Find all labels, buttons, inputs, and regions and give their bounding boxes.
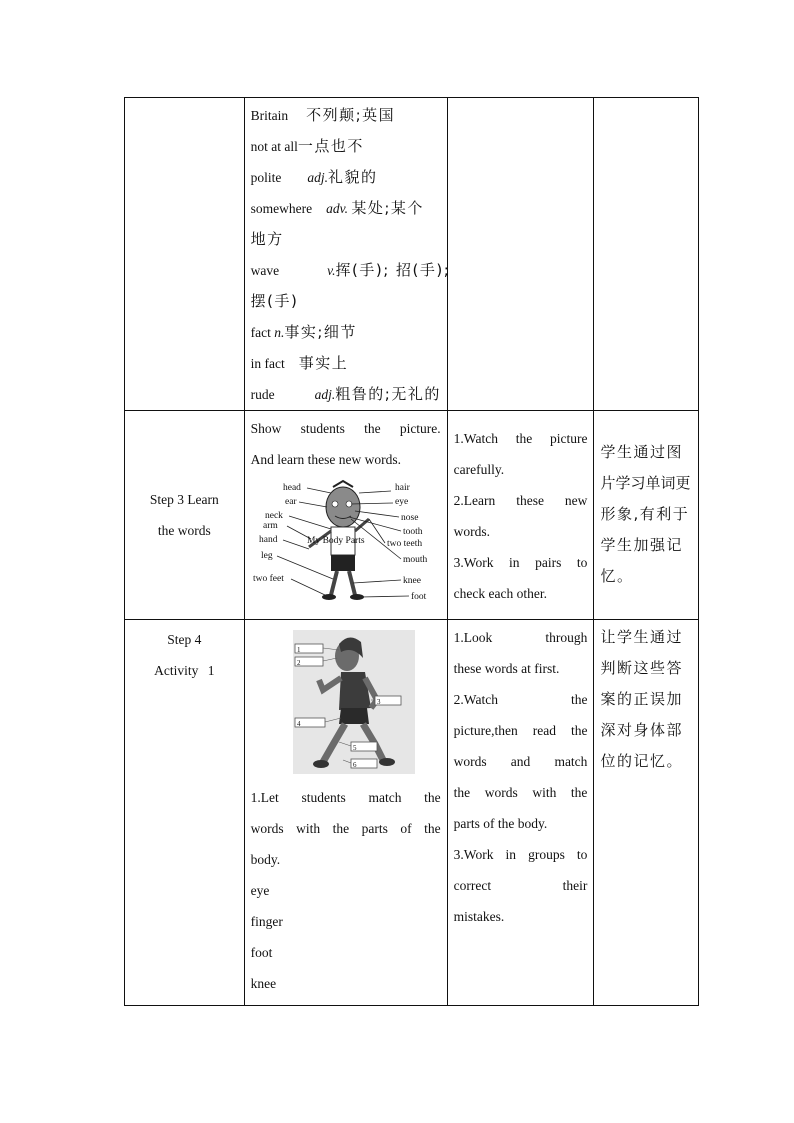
box-number-2: 2	[296, 659, 301, 667]
vocab-item-cont: 地方	[250, 230, 284, 248]
step-cell-empty	[125, 98, 245, 411]
box-number-6: 6	[352, 761, 357, 769]
label-foot: foot	[410, 592, 426, 602]
purpose-line: 深对身体部	[600, 721, 683, 739]
student-activity-cell	[447, 620, 594, 1006]
step-subtitle: the words	[157, 523, 211, 538]
label-hair: hair	[394, 483, 410, 493]
teacher-activity-cell	[244, 411, 447, 620]
label-arm: arm	[262, 521, 278, 531]
label-two-feet: two feet	[252, 574, 284, 584]
teacher-activity-cell	[244, 620, 447, 1006]
step-title: Step 3 Learn	[149, 492, 219, 507]
student-line: check each other.	[453, 586, 547, 601]
vocab-item: wave v.挥(手); 招(手);	[250, 261, 451, 279]
student-activity-cell	[447, 411, 594, 620]
table-row-vocabulary	[125, 98, 699, 411]
label-nose: nose	[400, 513, 419, 523]
label-head: head	[282, 483, 301, 493]
student-line: parts of the body.	[453, 816, 548, 831]
vocab-item-cont: 摆(手)	[250, 292, 299, 310]
step-title: Step 4	[167, 632, 202, 647]
label-eye: eye	[394, 497, 408, 507]
body-parts-figure	[251, 479, 437, 607]
student-line: 3.Work in pairs to	[453, 555, 588, 570]
box-number-4: 4	[296, 720, 301, 728]
word-item: finger	[250, 914, 283, 929]
purpose-cell	[594, 411, 699, 620]
purpose-line: 让学生通过	[600, 628, 683, 646]
label-tooth: tooth	[402, 527, 423, 537]
student-line: correct their	[453, 878, 588, 893]
box-number-5: 5	[352, 744, 357, 752]
label-knee: knee	[402, 576, 421, 586]
word-item: foot	[250, 945, 273, 960]
purpose-line: 判断这些答	[600, 659, 683, 677]
student-line: words.	[453, 524, 491, 539]
student-line: 1.Watch the picture	[453, 431, 588, 446]
vocab-item: rude adj.粗鲁的;无礼的	[250, 385, 441, 403]
vocab-cell	[244, 98, 451, 411]
step-cell	[125, 411, 245, 620]
label-hand: hand	[258, 535, 278, 545]
student-line: these words at first.	[453, 661, 560, 676]
teacher-line: And learn these new words.	[250, 452, 401, 467]
word-item: knee	[250, 976, 277, 991]
student-line: 2.Learn these new	[453, 493, 588, 508]
lesson-plan-table	[124, 97, 699, 1006]
vocab-item: polite adj.礼貌的	[250, 168, 378, 186]
students-cell-empty	[447, 98, 594, 411]
table-row-step4	[125, 620, 699, 1006]
teacher-line: Show students the picture.	[250, 421, 441, 436]
step-cell	[125, 620, 245, 1006]
vocab-item: fact n.事实;细节	[250, 323, 357, 341]
teacher-line: body.	[250, 852, 281, 867]
figure-caption: My Body Parts	[306, 536, 365, 546]
teacher-line: words with the parts of the	[250, 821, 441, 836]
word-item: eye	[250, 883, 270, 898]
purpose-line: 学生通过图	[600, 443, 683, 461]
runner-figure	[279, 628, 465, 778]
label-ear: ear	[284, 497, 297, 507]
label-mouth: mouth	[402, 555, 427, 565]
student-line: 3.Work in groups to	[453, 847, 588, 862]
purpose-line: 片学习单词更	[600, 474, 691, 492]
student-line: picture,then read the	[453, 723, 588, 738]
student-line: 1.Look through	[453, 630, 588, 645]
purpose-line: 忆。	[600, 567, 634, 585]
label-leg: leg	[260, 551, 273, 561]
box-number-3: 3	[376, 698, 381, 706]
student-line: mistakes.	[453, 909, 505, 924]
label-two-teeth: two teeth	[386, 539, 422, 549]
purpose-cell	[594, 620, 699, 1006]
box-number-1: 1	[296, 646, 301, 654]
purpose-line: 位的记忆。	[600, 752, 683, 770]
label-neck: neck	[264, 511, 283, 521]
teacher-line: 1.Let students match the	[250, 790, 441, 805]
purpose-line: 案的正误加	[600, 690, 683, 708]
step-subtitle: Activity 1	[154, 663, 215, 678]
purpose-line: 形象,有利于	[600, 505, 690, 523]
student-line: words and match	[453, 754, 588, 769]
student-line: 2.Watch the	[453, 692, 588, 707]
student-line: carefully.	[453, 462, 505, 477]
vocab-item: in fact 事实上	[250, 354, 349, 372]
vocab-item: Britain 不列颠;英国	[250, 106, 396, 124]
purpose-cell-empty	[594, 98, 699, 411]
purpose-line: 学生加强记	[600, 536, 683, 554]
table-row-step3	[125, 411, 699, 620]
student-line: the words with the	[453, 785, 588, 800]
vocab-item: not at all一点也不	[250, 137, 364, 155]
vocab-item: somewhere adv. 某处;某个	[250, 199, 424, 217]
